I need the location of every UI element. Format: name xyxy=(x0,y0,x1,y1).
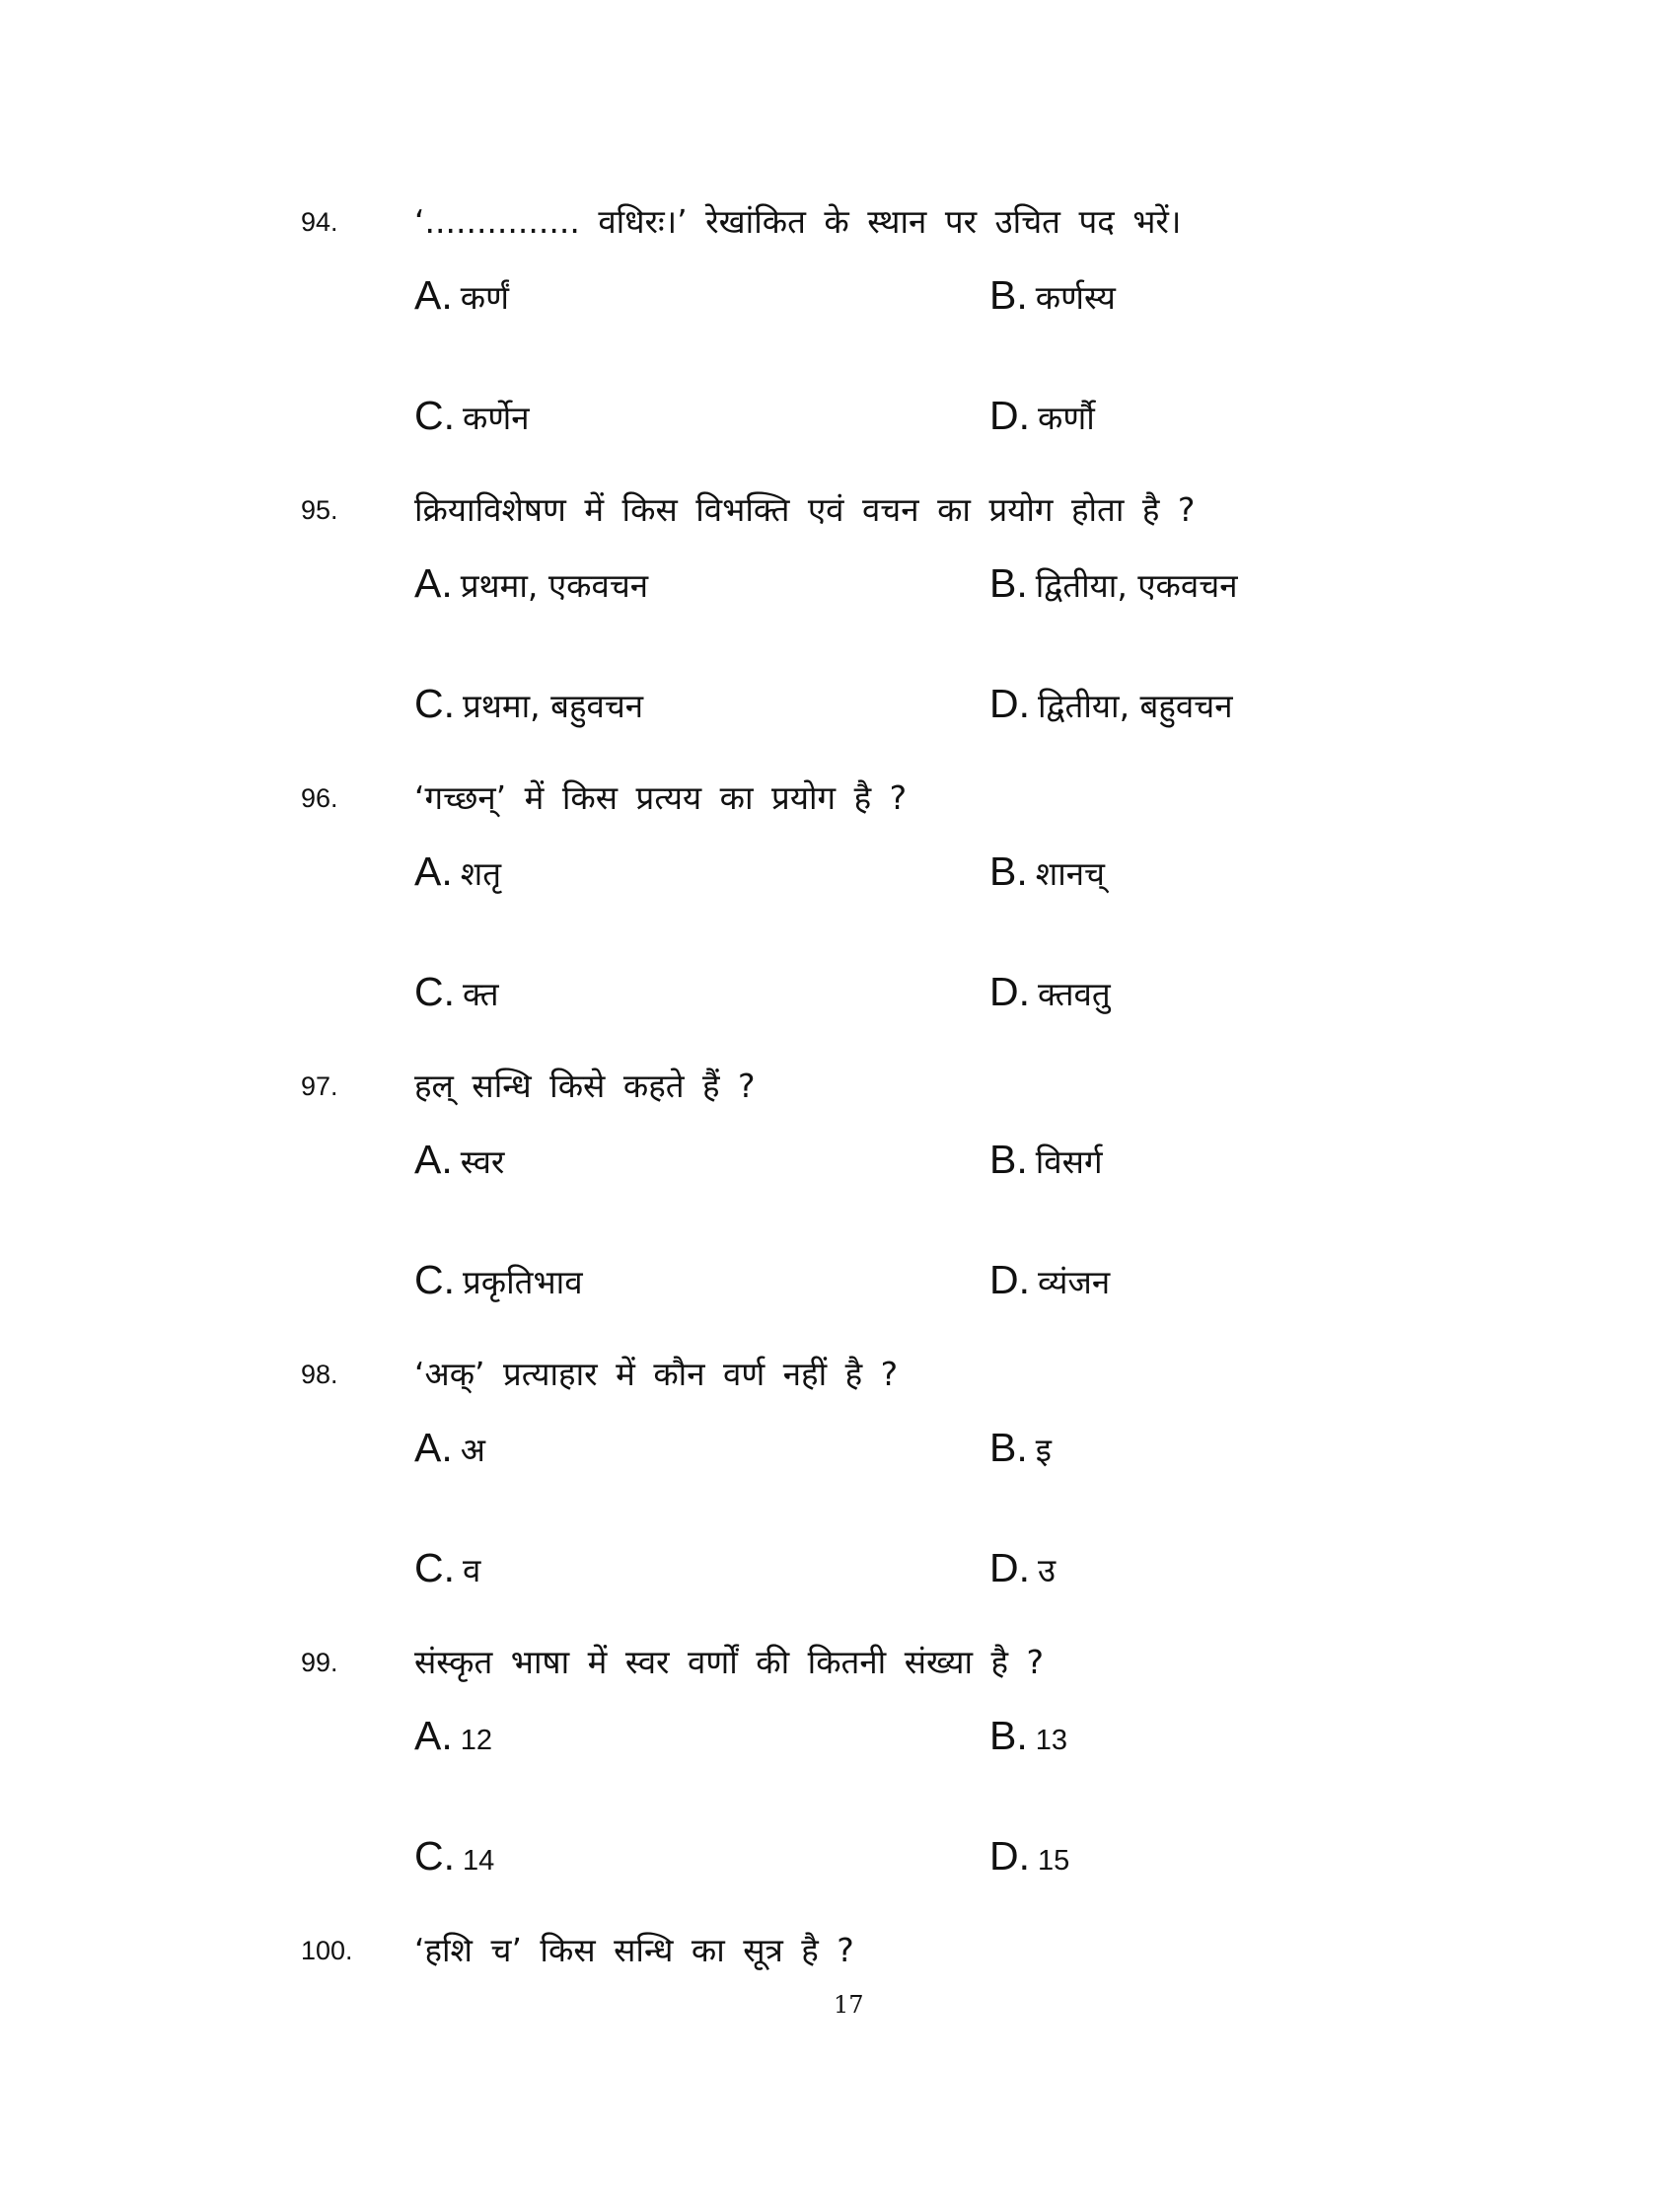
option-c xyxy=(414,393,530,439)
option-text: द्वितीया, बहुवचन xyxy=(1038,687,1233,725)
option-letter: A. xyxy=(414,560,453,606)
option-c xyxy=(414,969,499,1015)
option-letter: B. xyxy=(989,1137,1028,1182)
option-letter: D. xyxy=(989,393,1030,438)
option-text: 13 xyxy=(1035,1725,1068,1756)
question-text: ‘अक्’ प्रत्याहार में कौन वर्ण नहीं है ? xyxy=(414,1354,899,1393)
option-letter: D. xyxy=(989,681,1030,726)
question-text: ‘............... वधिरः।’ रेखांकित के स्थान पर उचित पद भरें। xyxy=(414,201,1182,241)
question-text: ‘हशि च’ किस सन्धि का सूत्र है ? xyxy=(414,1930,854,1969)
option-b xyxy=(989,1425,1052,1471)
option-letter: A. xyxy=(414,1137,453,1182)
option-d xyxy=(989,1257,1110,1303)
question-97 xyxy=(0,1060,1677,1348)
option-text: शानच् xyxy=(1035,854,1106,893)
option-letter: D. xyxy=(989,1257,1030,1302)
option-text: कर्णं xyxy=(460,278,509,317)
question-text: हल् सन्धि किसे कहते हैं ? xyxy=(414,1066,756,1105)
option-text: उ xyxy=(1038,1551,1057,1589)
option-letter: C. xyxy=(414,969,455,1014)
option-letter: A. xyxy=(414,1425,453,1470)
option-letter: A. xyxy=(414,848,453,894)
option-letter: B. xyxy=(989,272,1028,318)
option-b xyxy=(989,272,1116,319)
option-text: प्रथमा, एकवचन xyxy=(460,566,649,605)
option-letter: B. xyxy=(989,1425,1028,1470)
option-d xyxy=(989,1833,1069,1880)
option-text: क्तवतु xyxy=(1038,975,1111,1013)
option-text: 12 xyxy=(460,1725,493,1756)
option-b xyxy=(989,560,1238,607)
question-text: संस्कृत भाषा में स्वर वर्णों की कितनी संख्या है ? xyxy=(414,1642,1045,1681)
option-b xyxy=(989,848,1105,895)
option-c xyxy=(414,1833,494,1880)
option-letter: D. xyxy=(989,1545,1030,1590)
option-d xyxy=(989,1545,1056,1591)
option-a xyxy=(414,1137,504,1183)
question-99 xyxy=(0,1636,1677,1924)
option-letter: C. xyxy=(414,1257,455,1302)
option-text: कर्णेन xyxy=(463,399,530,437)
option-a xyxy=(414,848,501,895)
option-letter: B. xyxy=(989,848,1028,894)
option-text: अ xyxy=(460,1431,485,1469)
option-text: व्यंजन xyxy=(1038,1263,1111,1301)
question-number: 94. xyxy=(301,207,338,237)
option-text: द्वितीया, एकवचन xyxy=(1035,566,1238,605)
option-a xyxy=(414,560,648,607)
option-letter: B. xyxy=(989,560,1028,606)
option-a xyxy=(414,272,509,319)
option-text: स्वर xyxy=(460,1143,505,1181)
page-number: 17 xyxy=(834,1991,864,2019)
question-text: ‘गच्छन्’ में किस प्रत्यय का प्रयोग है ? xyxy=(414,777,908,817)
option-text: 14 xyxy=(463,1845,495,1877)
question-94 xyxy=(0,195,1677,483)
question-100 xyxy=(0,1924,1677,2212)
option-text: शतृ xyxy=(460,854,501,893)
option-c xyxy=(414,1545,480,1591)
question-number: 97. xyxy=(301,1071,338,1101)
option-letter: C. xyxy=(414,681,455,726)
option-c xyxy=(414,1257,583,1303)
option-text: कर्णस्य xyxy=(1035,278,1116,317)
question-number: 98. xyxy=(301,1360,338,1389)
option-letter: D. xyxy=(989,969,1030,1014)
option-text: इ xyxy=(1035,1431,1052,1469)
option-b xyxy=(989,1137,1103,1183)
question-96 xyxy=(0,772,1677,1060)
option-letter: A. xyxy=(414,272,453,318)
option-a xyxy=(414,1713,492,1759)
option-letter: A. xyxy=(414,1713,453,1758)
option-d xyxy=(989,969,1111,1015)
option-d xyxy=(989,393,1095,439)
option-letter: B. xyxy=(989,1713,1028,1758)
option-letter: C. xyxy=(414,393,455,438)
question-95 xyxy=(0,483,1677,772)
option-b xyxy=(989,1713,1067,1759)
question-98 xyxy=(0,1348,1677,1636)
option-text: व xyxy=(463,1551,481,1589)
question-number: 100. xyxy=(301,1936,353,1965)
option-text: कर्णौ xyxy=(1038,399,1095,437)
option-text: प्रकृतिभाव xyxy=(463,1263,583,1301)
question-text: क्रियाविशेषण में किस विभक्ति एवं वचन का प्रयोग होता है ? xyxy=(414,489,1196,529)
option-text: प्रथमा, बहुवचन xyxy=(463,687,644,725)
option-text: क्त xyxy=(463,975,499,1013)
option-text: 15 xyxy=(1038,1845,1070,1877)
option-a xyxy=(414,1425,485,1471)
option-text: विसर्ग xyxy=(1035,1143,1103,1181)
question-number: 95. xyxy=(301,495,338,525)
option-letter: D. xyxy=(989,1833,1030,1879)
option-letter: C. xyxy=(414,1545,455,1590)
question-number: 96. xyxy=(301,783,338,813)
option-c xyxy=(414,681,643,727)
option-d xyxy=(989,681,1233,727)
question-number: 99. xyxy=(301,1648,338,1677)
option-letter: C. xyxy=(414,1833,455,1879)
